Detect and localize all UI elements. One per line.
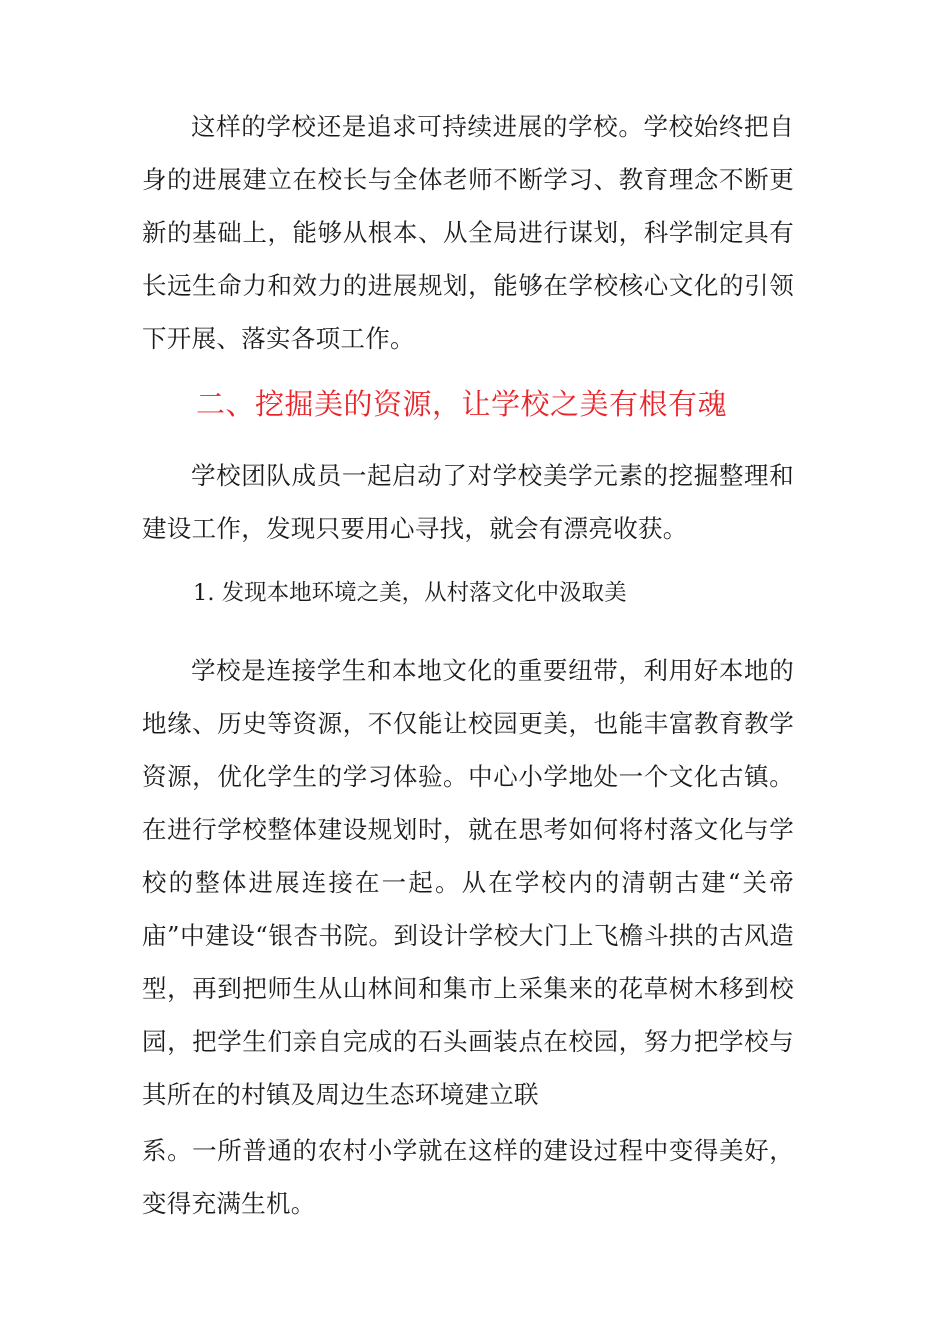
subheading-local-environment: 1. 发现本地环境之美，从村落文化中汲取美	[193, 580, 627, 606]
paragraph-sustainable-school: 这样的学校还是追求可持续进展的学校。学校始终把自身的进展建立在校长与全体老师不断学习、教育理念不断更新的基础上，能够从根本、从全局进行谋划，科学制定具有长远生命力和效力的进展规划，能够在学校核心文化的引领下开展、落实各项工作。	[142, 112, 794, 353]
paragraph-village-culture: 学校是连接学生和本地文化的重要纽带，利用好本地的地缘、历史等资源，不仅能让校园更美，也能丰富教育教学资源，优化学生的学习体验。中心小学地处一个文化古镇。在进行学校整体建设规划时，就在思考如何将村落文化与学校的整体进展连接在一起。从在学校内的清朝古建“关帝庙”中建设“银杏书院。到设计学校大门上飞檐斗拱的古风造型，再到把师生从山林间和集市上采集来的花草树木移到校园，把学生们亲自完成的石头画装点在校园，努力把学校与其所在的村镇及周边生态环境建立联	[142, 656, 794, 1109]
paragraph-continuation: 系。一所普通的农村小学就在这样的建设过程中变得美好，变得充满生机。	[142, 1136, 794, 1218]
section-heading: 二、挖掘美的资源，让学校之美有根有魂	[196, 387, 728, 421]
paragraph-team-work: 学校团队成员一起启动了对学校美学元素的挖掘整理和建设工作，发现只要用心寻找，就会有漂亮收获。	[142, 461, 794, 543]
